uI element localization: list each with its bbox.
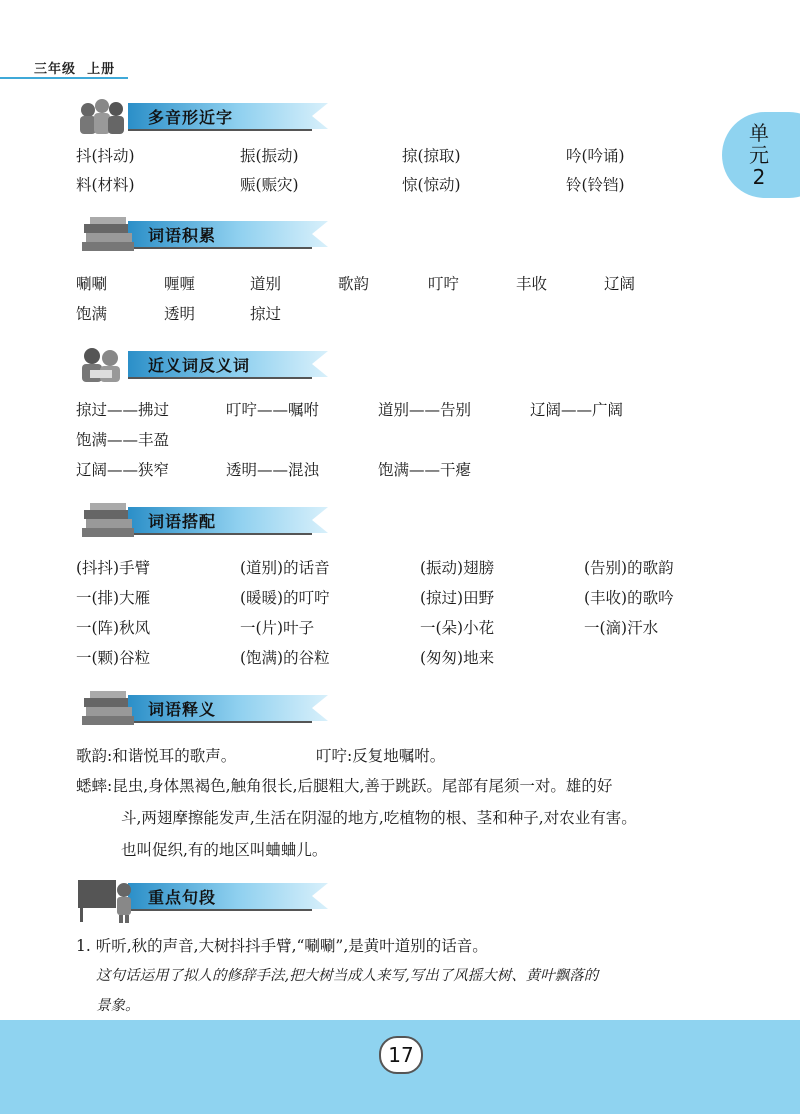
collocation-item: (掠过)田野 (420, 589, 495, 607)
book-stack-icon (76, 500, 146, 540)
section-banner-edge (128, 533, 312, 535)
section-header-synonyms (76, 344, 336, 384)
collocation-item: 一(滴)汗水 (584, 619, 659, 637)
vocab-word: 歌韵 (338, 275, 370, 293)
section-header-polyphones (76, 96, 336, 136)
vocab-word: 透明 (164, 305, 196, 323)
section-title: 近义词反义词 (148, 356, 251, 375)
book-stack-icon (76, 214, 146, 254)
polyphone-item: 振(振动) (240, 147, 299, 165)
section-title: 重点句段 (148, 888, 217, 907)
synonym-pair: 辽阔——广阔 (530, 401, 624, 419)
definition-gewyun: 歌韵:和谐悦耳的歌声。 (76, 747, 237, 765)
section-banner-edge (128, 721, 312, 723)
vocab-word: 唰唰 (76, 275, 108, 293)
section-title: 词语搭配 (148, 512, 217, 531)
children-group-icon (76, 96, 146, 136)
collocation-item: 一(排)大雁 (76, 589, 151, 607)
grade-label: 三年级 (34, 62, 77, 77)
collocation-item: 一(阵)秋风 (76, 619, 151, 637)
section-banner-edge (128, 909, 312, 911)
key-sentence-note-line-2: 景象。 (96, 998, 140, 1014)
section-title: 词语释义 (148, 700, 217, 719)
unit-tab-char-2: 元 (749, 143, 769, 167)
antonym-pair: 透明——混浊 (226, 461, 320, 479)
polyphone-item: 掠(掠取) (402, 147, 461, 165)
vocab-word: 叮咛 (428, 275, 460, 293)
collocation-item: (暖暖)的叮咛 (240, 589, 330, 607)
polyphone-item: 抖(抖动) (76, 147, 135, 165)
vocab-word: 道别 (250, 275, 282, 293)
vocab-word: 喱喱 (164, 275, 196, 293)
collocation-item: (抖抖)手臂 (76, 559, 151, 577)
collocation-item: 一(片)叶子 (240, 619, 315, 637)
header-divider (0, 77, 128, 79)
section-title: 词语积累 (148, 226, 217, 245)
definition-dingning: 叮咛:反复地嘱咐。 (316, 747, 446, 765)
section-banner-edge (128, 377, 312, 379)
vocab-word: 掠过 (250, 305, 282, 323)
section-header-definitions (76, 688, 336, 728)
page-number: 17 (379, 1036, 423, 1074)
collocation-item: 一(颗)谷粒 (76, 649, 151, 667)
definition-cricket-line-1: 蟋蟀:昆虫,身体黑褐色,触角很长,后腿粗大,善于跳跃。尾部有尾须一对。雄的好 (76, 777, 613, 795)
synonym-pair: 道别——告别 (378, 401, 472, 419)
section-banner-edge (128, 247, 312, 249)
collocation-item: (匆匆)地来 (420, 649, 495, 667)
vocab-word: 饱满 (76, 305, 108, 323)
grade-header (34, 58, 115, 77)
collocation-item: (丰收)的歌吟 (584, 589, 674, 607)
teacher-blackboard-icon (76, 876, 146, 924)
vocab-word: 丰收 (516, 275, 548, 293)
unit-tab-number: 2 (752, 165, 766, 189)
synonym-pair: 叮咛——嘱咐 (226, 401, 320, 419)
vocab-word: 辽阔 (604, 275, 636, 293)
synonym-pair: 掠过——拂过 (76, 401, 170, 419)
polyphone-item: 吟(吟诵) (566, 147, 625, 165)
definition-cricket-line-2: 斗,两翅摩擦能发声,生活在阴湿的地方,吃植物的根、茎和种子,对农业有害。 (121, 809, 637, 827)
section-header-accumulation (76, 214, 336, 254)
unit-tab-text (741, 122, 777, 188)
polyphone-item: 赈(赈灾) (240, 176, 299, 194)
polyphone-item: 惊(惊动) (402, 176, 461, 194)
definition-cricket-line-3: 也叫促织,有的地区叫蛐蛐儿。 (121, 841, 328, 859)
section-header-collocation (76, 500, 336, 540)
collocation-item: (道别)的话音 (240, 559, 330, 577)
polyphone-item: 料(材料) (76, 176, 135, 194)
book-stack-icon (76, 688, 146, 728)
key-sentence-note-line-1: 这句话运用了拟人的修辞手法,把大树当成人来写,写出了风摇大树、黄叶飘落的 (96, 968, 599, 984)
collocation-item: (告别)的歌韵 (584, 559, 674, 577)
section-banner-edge (128, 129, 312, 131)
antonym-pair: 饱满——干瘪 (378, 461, 472, 479)
volume-label: 上册 (87, 62, 116, 77)
section-header-key-sentences (76, 876, 336, 916)
section-title: 多音形近字 (148, 108, 234, 127)
polyphone-item: 铃(铃铛) (566, 176, 625, 194)
antonym-pair: 辽阔——狭窄 (76, 461, 170, 479)
synonym-pair: 饱满——丰盈 (76, 431, 170, 449)
collocation-item: (饱满)的谷粒 (240, 649, 330, 667)
unit-tab-char-1: 单 (749, 121, 769, 145)
collocation-item: (振动)翅膀 (420, 559, 495, 577)
collocation-item: 一(朵)小花 (420, 619, 495, 637)
children-reading-icon (76, 344, 146, 384)
key-sentence-1: 1. 听听,秋的声音,大树抖抖手臂,“唰唰”,是黄叶道别的话音。 (76, 937, 488, 955)
